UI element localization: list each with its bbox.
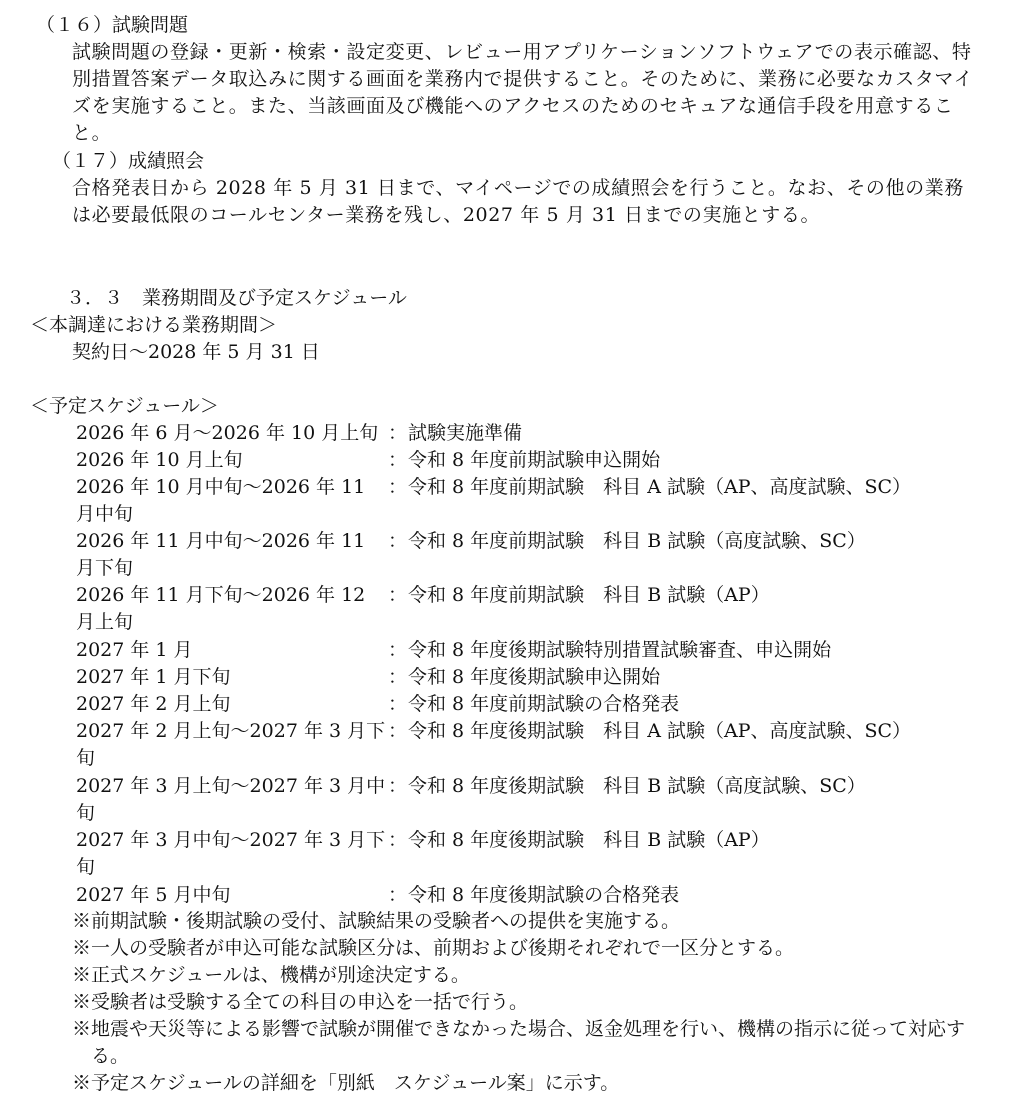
schedule-colon: ： — [388, 829, 408, 851]
schedule-date: 2027 年 3 月上旬～2027 年 3 月中旬 — [76, 775, 386, 824]
section-3-3-heading: ３．３ 業務期間及び予定スケジュール — [66, 287, 407, 309]
schedule-note-text: ※前期試験・後期試験の受付、試験結果の受験者への提供を実施する。 — [72, 910, 681, 932]
period-value: 契約日～2028 年 5 月 31 日 — [72, 341, 320, 363]
schedule-description: 令和 8 年度後期試験 科目 B 試験（AP） — [408, 829, 770, 851]
schedule-colon: ： — [388, 584, 408, 606]
schedule-date: 2027 年 3 月中旬～2027 年 3 月下旬 — [76, 829, 386, 878]
schedule-date: 2026 年 10 月中旬～2026 年 11 月中旬 — [76, 476, 366, 525]
schedule-colon: ： — [388, 693, 408, 715]
schedule-row — [76, 474, 976, 528]
schedule-date: 2027 年 1 月下旬 — [76, 666, 231, 688]
schedule-description: 令和 8 年度後期試験 科目 A 試験（AP、高度試験、SC） — [408, 720, 912, 742]
schedule-colon: ： — [388, 720, 408, 742]
schedule-description: 令和 8 年度前期試験 科目 A 試験（AP、高度試験、SC） — [408, 476, 912, 498]
schedule-description: 令和 8 年度前期試験申込開始 — [408, 449, 661, 471]
schedule-date: 2027 年 2 月上旬 — [76, 693, 231, 715]
schedule-row — [76, 582, 976, 636]
schedule-description: 試験実施準備 — [408, 422, 523, 444]
schedule-label: ＜予定スケジュール＞ — [30, 395, 219, 417]
schedule-note — [72, 908, 978, 935]
schedule-description: 令和 8 年度後期試験 科目 B 試験（高度試験、SC） — [408, 775, 866, 797]
schedule-date: 2026 年 11 月下旬～2026 年 12 月上旬 — [76, 584, 366, 633]
schedule-date: 2027 年 2 月上旬～2027 年 3 月下旬 — [76, 720, 386, 769]
schedule-description: 令和 8 年度後期試験申込開始 — [408, 666, 661, 688]
section-16-heading: （１６）試験問題 — [36, 14, 189, 36]
section-17-body: 合格発表日から 2028 年 5 月 31 日まで、マイページでの成績照会を行うこと。なお、その他の業務は必要最低限のコールセンター業務を残し、2027 年 5 月 31 日までの実施とする。 — [72, 177, 964, 226]
section-17-heading: （１７）成績照会 — [52, 150, 205, 172]
schedule-note-text: ※予定スケジュールの詳細を「別紙 スケジュール案」に示す。 — [72, 1072, 620, 1094]
schedule-colon: ： — [388, 775, 408, 797]
schedule-note — [72, 935, 978, 962]
schedule-colon: ： — [388, 666, 408, 688]
period-label: ＜本調達における業務期間＞ — [30, 314, 278, 336]
schedule-colon: ： — [388, 639, 408, 661]
schedule-date: 2026 年 11 月中旬～2026 年 11 月下旬 — [76, 530, 366, 579]
schedule-note — [72, 989, 978, 1016]
schedule-description: 令和 8 年度後期試験の合格発表 — [408, 884, 680, 906]
schedule-date: 2027 年 5 月中旬 — [76, 884, 231, 906]
schedule-colon: ： — [388, 884, 408, 906]
schedule-note-text: ※一人の受験者が申込可能な試験区分は、前期および後期それぞれで一区分とする。 — [72, 937, 795, 959]
schedule-note-text: ※地震や天災等による影響で試験が開催できなかった場合、返金処理を行い、機構の指示に従って対応する。 — [72, 1018, 966, 1067]
schedule-date: 2026 年 10 月上旬 — [76, 449, 243, 471]
schedule-description: 令和 8 年度前期試験 科目 B 試験（高度試験、SC） — [408, 530, 866, 552]
schedule-row — [76, 718, 976, 772]
schedule-date: 2027 年 1 月 — [76, 639, 193, 661]
schedule-note — [72, 1016, 978, 1070]
schedule-note-text: ※正式スケジュールは、機構が別途決定する。 — [72, 964, 470, 986]
schedule-colon: ： — [388, 422, 408, 444]
schedule-description: 令和 8 年度前期試験の合格発表 — [408, 693, 680, 715]
schedule-colon: ： — [388, 449, 408, 471]
schedule-description: 令和 8 年度前期試験 科目 B 試験（AP） — [408, 584, 770, 606]
schedule-note — [72, 1070, 978, 1097]
schedule-date: 2026 年 6 月～2026 年 10 月上旬 — [76, 422, 379, 444]
section-16-body: 試験問題の登録・更新・検索・設定変更、レビュー用アプリケーションソフトウェアでの表示確認、特別措置答案データ取込みに関する画面を業務内で提供すること。そのために、業務に必要なカスタマイズを実施すること。また、当該画面及び機能へのアクセスのためのセキュアな通信手段を用意すること。 — [72, 41, 974, 144]
schedule-colon: ： — [388, 476, 408, 498]
schedule-note — [72, 962, 978, 989]
schedule-row — [76, 528, 976, 582]
schedule-row — [76, 827, 976, 881]
schedule-description: 令和 8 年度後期試験特別措置試験審査、申込開始 — [408, 639, 832, 661]
schedule-note-text: ※受験者は受験する全ての科目の申込を一括で行う。 — [72, 991, 529, 1013]
schedule-colon: ： — [388, 530, 408, 552]
schedule-row — [76, 773, 976, 827]
